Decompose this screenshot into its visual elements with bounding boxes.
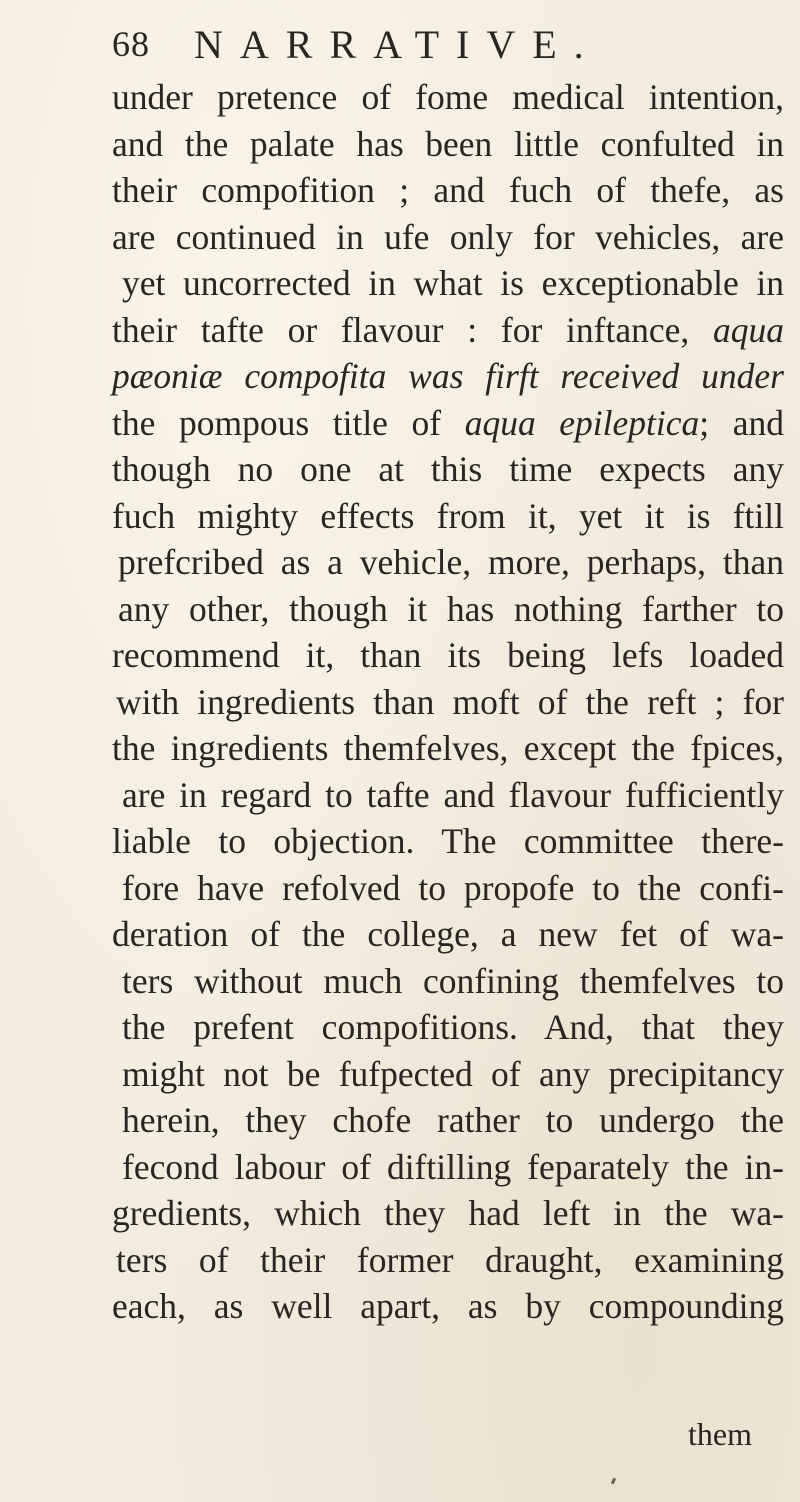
text-line: are continued in ufe only for vehicles, are [112, 216, 784, 257]
italic-term: pæoniæ [112, 356, 223, 396]
text-line: fecond labour of diftilling feparately the in- [122, 1146, 784, 1187]
italic-term: aqua [713, 309, 784, 350]
text-line: are in regard to tafte and flavour fufficiently [122, 774, 784, 815]
text-line: and the palate has been little confulted in [112, 123, 784, 164]
text-line [112, 353, 784, 400]
text-line: with ingredients than moft of the reft ; for [116, 681, 784, 722]
text-line: yet uncorrected in what is exceptionable in [122, 263, 784, 303]
running-head: NARRATIVE. [194, 21, 601, 67]
text-line: ters of their former draught, examining [116, 1239, 784, 1280]
text-line [112, 307, 784, 354]
text-line: fuch mighty effects from it, yet it is ftill [112, 495, 784, 536]
text-line-segment: the pompous title of [112, 402, 465, 443]
page-number: 68 [112, 24, 150, 64]
text-line: gredients, which they had left in the wa- [112, 1193, 784, 1233]
catchword: them [688, 1416, 752, 1452]
text-line: any other, though it has nothing farther to [118, 588, 784, 629]
text-line: the ingredients themfelves, except the fpices, [112, 728, 784, 768]
text-line: liable to objection. The committee there- [112, 821, 784, 861]
text-line: fore have refolved to propofe to the confi- [122, 867, 784, 908]
body-text [112, 74, 784, 1330]
text-line: recommend it, than its being lefs loaded [112, 635, 784, 675]
text-line: ters without much confining themfelves to [122, 960, 784, 1001]
page-header [112, 14, 672, 74]
text-line: herein, they chofe rather to undergo the [122, 1100, 784, 1140]
text-line: though no one at this time expects any [112, 449, 784, 489]
text-line: under pretence of fome medical intention, [112, 77, 784, 117]
text-line: prefcribed as a vehicle, more, perhaps, than [118, 542, 784, 582]
text-line [112, 400, 784, 447]
text-line: deration of the college, a new fet of wa- [112, 914, 784, 954]
text-line: might not be fufpected of any precipitancy [122, 1053, 784, 1094]
italic-term: compofita was firft received under [244, 356, 784, 396]
ink-speck [611, 1478, 616, 1485]
text-line-segment: ; and [699, 402, 784, 443]
text-line-segment: their tafte or flavour : for inftance, [112, 309, 713, 350]
italic-term: aqua epileptica [464, 402, 700, 443]
text-line: their compofition ; and fuch of thefe, as [112, 170, 784, 210]
text-line: each, as well apart, as by compounding [112, 1286, 784, 1326]
text-line: the prefent compofitions. And, that they [122, 1007, 784, 1047]
